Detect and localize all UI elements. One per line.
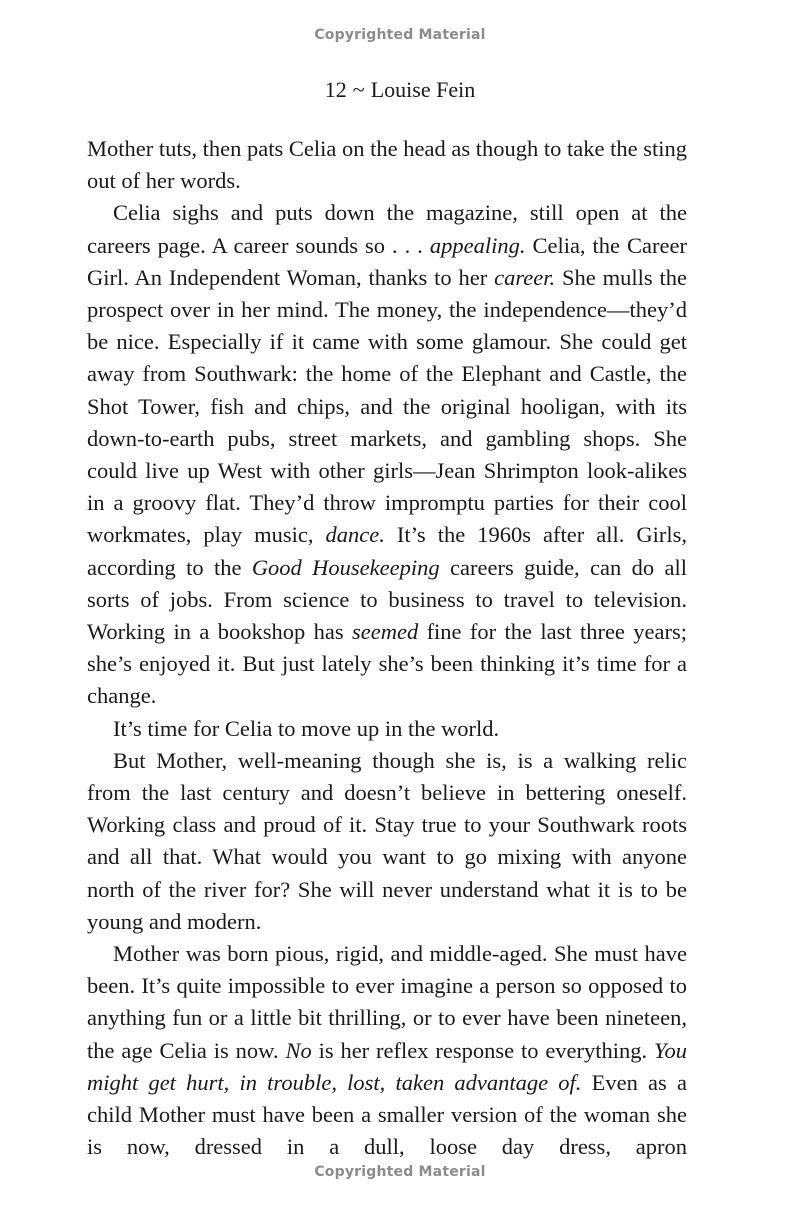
author-name: Louise Fein	[370, 77, 476, 102]
italic-text: Good Housekeeping	[251, 554, 440, 580]
copyright-watermark-bottom: Copyrighted Material	[314, 1164, 486, 1180]
text-run: She mulls the prospect over in her mind. The money, the independence—they’d be nice. Especially if it came with some glamour. She could get away from Southwark: the home of the Elephant and Castle, the Shot Tower, fish and chips, and the original hooligan, with its down-to-earth pubs, street markets, and gambling shops. She could live up West with other girls—Jean Shrimpton look-alikes in a groovy flat. They’d throw impromptu parties for their cool workmates, play music,	[87, 264, 688, 548]
italic-text: appealing.	[429, 232, 526, 258]
copyright-watermark-top: Copyrighted Material	[314, 27, 486, 43]
paragraph	[87, 713, 687, 745]
text-run: Mother tuts, then pats Celia on the head as though to take the sting out of her words.	[87, 136, 687, 194]
text-run: Celia sighs and puts down the magazine, still open at the careers page. A career sounds so . . .	[87, 200, 687, 258]
text-run: is her reflex response to everything.	[311, 1037, 655, 1063]
text-run: Celia, the Career Girl. An Independent Woman, thanks to her	[87, 232, 687, 290]
body-text	[87, 133, 687, 1164]
page-number: 12	[324, 77, 347, 102]
text-run: But Mother, well-meaning though she is, is a walking relic from the last century and doesn’t believe in bettering oneself. Working class and proud of it. Stay true to your Southwark roots and all that. What would you want to go mixing with anyone north of the river for? She will never understand what it is to be young and modern.	[87, 747, 687, 934]
text-run: careers guide, can do all sorts of jobs. From science to business to travel to television. Working in a bookshop has	[87, 554, 688, 645]
paragraph	[87, 745, 687, 938]
italic-text: No	[285, 1037, 312, 1063]
paragraph	[87, 133, 687, 197]
paragraph	[87, 197, 687, 712]
paragraph	[87, 938, 687, 1163]
italic-text: seemed	[351, 619, 419, 645]
text-run: It’s the 1960s after all. Girls, according to the	[87, 522, 687, 580]
running-head-separator: ~	[352, 77, 365, 102]
text-run: Mother was born pious, rigid, and middle-aged. She must have been. It’s quite impossible to ever imagine a person so opposed to anything fun or a little bit thrilling, or to ever have been nineteen, the age Celia is now.	[87, 941, 687, 1063]
text-run: Even as a child Mother must have been a smaller version of the woman she is now, dressed in a dull, loose day dress, apron	[87, 1069, 687, 1160]
text-run: It’s time for Celia to move up in the world.	[113, 715, 500, 741]
italic-text: You might get hurt, in trouble, lost, taken advantage of.	[87, 1037, 687, 1095]
italic-text: career.	[494, 264, 556, 290]
italic-text: dance.	[325, 522, 385, 548]
text-run: fine for the last three years; she’s enjoyed it. But just lately she’s been thinking it’s time for a change.	[87, 619, 688, 709]
running-head	[0, 77, 800, 103]
